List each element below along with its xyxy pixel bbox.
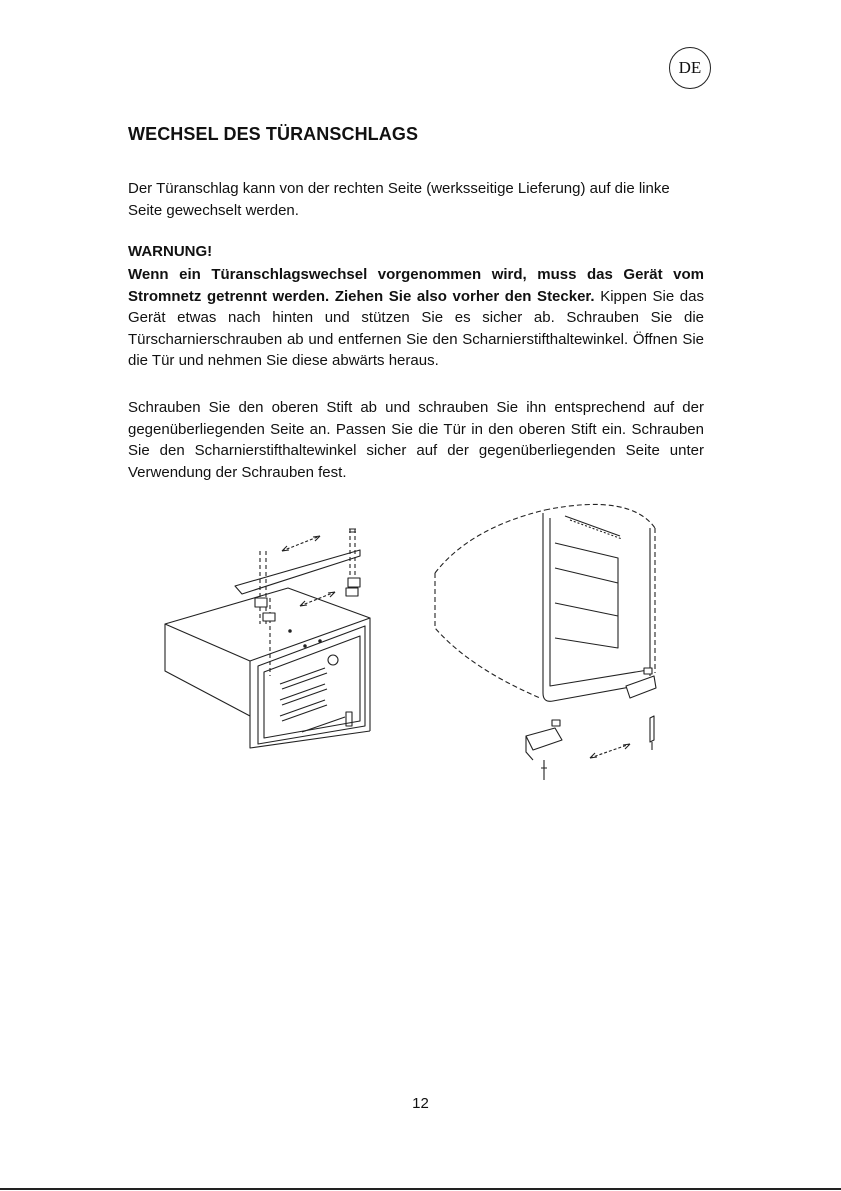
section-title: WECHSEL DES TÜRANSCHLAGS (128, 124, 419, 144)
intro-paragraph: Der Türanschlag kann von der rechten Seite (werksseitige Lieferung) auf die linke Seite gewechselt werden. (128, 180, 670, 219)
hinge-paragraph: Schrauben Sie den oberen Stift ab und schrauben Sie ihn entsprechend auf der gegenüberliegenden Seite an. Passen Sie die Tür in den oberen Stift ein. Schrauben Sie den Scharnierstifthaltewinkel sicher auf der gegenüberliegenden Seite unter Verwendung der Schrauben fest. (128, 399, 704, 481)
top-hinge-illustration (160, 526, 372, 756)
warning-instructions: Kippen Sie das Gerät etwas nach hinten und stützen Sie es sicher ab. Schrauben Sie die Türscharnierschrauben ab und entfernen Sie den Scharnierstifthaltewinkel. Öffnen Sie die Tür und nehmen Sie diese abwärts heraus. (128, 287, 704, 369)
warning-paragraph (128, 264, 704, 372)
bottom-hinge-illustration (430, 498, 666, 794)
warning-heading: WARNUNG! (128, 243, 213, 260)
language-badge: DE (669, 47, 711, 89)
page-bottom-rule (0, 1188, 841, 1190)
page-number: 12 (412, 1095, 429, 1112)
warning-bold-text: Wenn ein Türanschlagswechsel vorgenommen wird, muss das Gerät vom Stromnetz getrennt werden. Ziehen Sie also vorher den Stecker. (128, 266, 704, 305)
